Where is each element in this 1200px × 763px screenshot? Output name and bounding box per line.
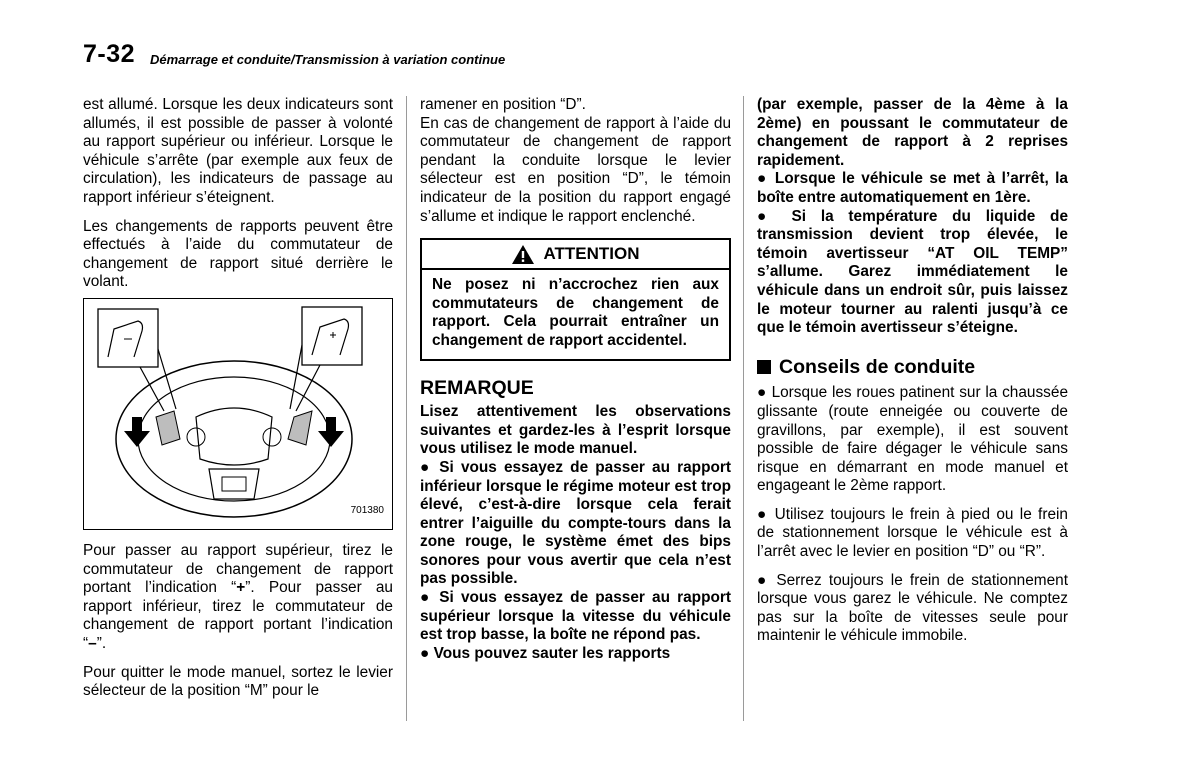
attention-box bbox=[420, 238, 731, 360]
conseils-heading bbox=[757, 355, 1068, 378]
paragraph-paddle-intro: Les changements de rapports peuvent être effectués à l’aide du commutateur de changement de rapport situé derrière le volant. bbox=[83, 217, 393, 291]
tip-item: ● Utilisez toujours le frein à pied ou le frein de stationnement lorsque le véhicule est à l’arrêt avec le levier en position “D” ou “R”. bbox=[757, 505, 1068, 561]
column-divider-1 bbox=[406, 96, 407, 721]
remarque-intro: Lisez attentivement les observations suivantes et gardez-les à l’esprit lorsque vous utilisez le mode manuel. bbox=[420, 403, 731, 458]
figure-code: 701380 bbox=[350, 505, 384, 517]
paragraph-exit-manual: Pour quitter le mode manuel, sortez le levier sélecteur de la position “M” pour le bbox=[83, 663, 393, 700]
column-3 bbox=[757, 96, 1068, 656]
section-title-text: Démarrage et conduite/Transmission à variation continue bbox=[150, 52, 509, 67]
steering-wheel-figure bbox=[83, 298, 393, 530]
warning-triangle-icon bbox=[511, 244, 535, 265]
tip-item: ● Serrez toujours le frein de stationnement lorsque vous garez le véhicule. Ne comptez pas sur la boîte de vitesses seule pour maintenir le véhicule immobile. bbox=[757, 571, 1068, 645]
remarque-bullet: ● Si vous essayez de passer au rapport inférieur lorsque le régime moteur est trop élevé, c’est-à-dire lorsque cela ferait entrer l’aiguille du compte-tours dans la zone rouge, le système émet des bips sonores pour vous avertir que cela n’est pas possible. bbox=[420, 458, 731, 588]
column-divider-2 bbox=[743, 96, 744, 721]
column-1 bbox=[83, 96, 393, 711]
page-number: 7-32 bbox=[83, 40, 136, 68]
text-segment: ”. bbox=[96, 634, 107, 652]
remarque-continued: (par exemple, passer de la 4ème à la 2ème) en poussant le commutateur de changement de rapport à 2 reprises rapidement. bbox=[757, 96, 1068, 169]
plus-mark: + bbox=[236, 579, 246, 597]
remarque-bullet: ● Lorsque le véhicule se met à l’arrêt, la boîte entre automatiquement en 1ère. bbox=[757, 170, 1068, 206]
attention-title: ATTENTION bbox=[543, 243, 640, 263]
conseils-title: Conseils de conduite bbox=[779, 355, 976, 378]
remarque-bullet: ● Vous pouvez sauter les rapports bbox=[420, 644, 671, 662]
column-2 bbox=[420, 96, 731, 663]
paragraph-return-d: ramener en position “D”. bbox=[420, 96, 586, 113]
paragraph-d-mode-shift: En cas de changement de rapport à l’aide du commutateur de changement de rapport pendant la conduite lorsque le levier sélecteur est en position “D”, le témoin indicateur de la position du rapport engagé s’allume et indique le rapport enclenché. bbox=[420, 114, 731, 225]
paragraph-indicators: est allumé. Lorsque les deux indicateurs sont allumés, il est possible de passer à volonté au rapport supérieur ou inférieur. Lorsque le véhicule s’arrête (par exemple aux feux de circulation), les indicateurs de passage au rapport inférieur s’éteignent. bbox=[83, 96, 393, 206]
steering-wheel-illustration bbox=[84, 299, 392, 529]
text-segment: Pour passer au rapport supérieur, tirez le commutateur de changement de rapport portant l’indication “ bbox=[83, 541, 393, 597]
attention-header bbox=[422, 240, 729, 270]
attention-text: Ne posez ni n’accrochez rien aux commutateurs de changement de rapport. Cela pourrait entraîner un changement de rapport accidentel. bbox=[432, 276, 719, 349]
remarque-bullet: ● Si vous essayez de passer au rapport supérieur lorsque la vitesse du véhicule est trop basse, la boîte ne répond pas. bbox=[420, 589, 731, 644]
text-segment: ”. Pour passer au rapport inférieur, tirez le commutateur de changement de rapport portant l’indication “ bbox=[83, 579, 393, 652]
page-header bbox=[83, 40, 1068, 70]
remarque-bullet: ● Si la température du liquide de transmission devient trop élevée, le témoin avertisseur “AT OIL TEMP” s’allume. Garez immédiatement le véhicule dans un endroit sûr, puis laissez le moteur tourner au ralenti jusqu’à ce que le témoin avertisseur s’éteigne. bbox=[757, 207, 1068, 337]
tip-item: ● Lorsque les roues patinent sur la chaussée glissante (route enneigée ou couverte de gravillons, par exemple), il est souvent possible de faire dégager le véhicule sans risque en démarrant en mode manuel et engageant le 2ème rapport. bbox=[757, 384, 1068, 495]
section-square-icon bbox=[757, 360, 771, 374]
paragraph-upshift-downshift bbox=[83, 542, 393, 654]
remarque-heading: REMARQUE bbox=[420, 376, 534, 399]
section-title bbox=[150, 52, 509, 67]
minus-mark: – bbox=[88, 634, 97, 652]
